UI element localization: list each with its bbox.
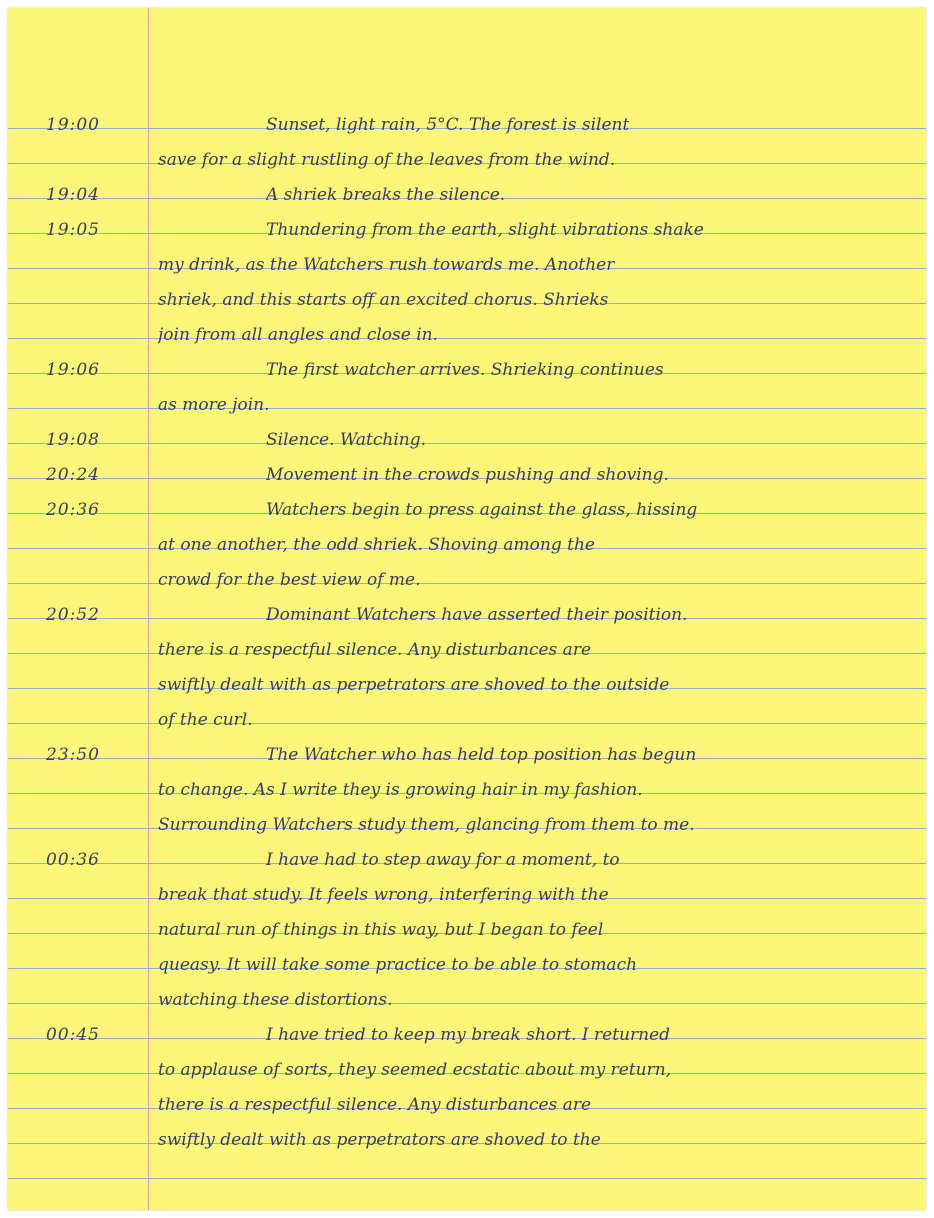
entry-text: natural run of things in this way, but I began to feel bbox=[158, 920, 604, 940]
entry-text: crowd for the best view of me. bbox=[158, 570, 421, 590]
journal-line bbox=[8, 248, 926, 283]
entry-text: of the curl. bbox=[158, 710, 253, 730]
entry-text: Surrounding Watchers study them, glancing from them to me. bbox=[158, 815, 695, 835]
entry-text: shriek, and this starts off an excited chorus. Shrieks bbox=[158, 290, 609, 310]
entry-text: I have tried to keep my break short. I returned bbox=[266, 1025, 671, 1045]
journal-line bbox=[8, 1018, 926, 1053]
journal-line bbox=[8, 948, 926, 983]
entry-text: Watchers begin to press against the glass, hissing bbox=[266, 500, 698, 520]
entry-time: 20:36 bbox=[46, 500, 100, 520]
journal-line bbox=[8, 388, 926, 423]
entry-time: 19:04 bbox=[46, 185, 100, 205]
entry-text: join from all angles and close in. bbox=[158, 325, 439, 345]
entry-text: The first watcher arrives. Shrieking continues bbox=[266, 360, 664, 380]
journal-line bbox=[8, 738, 926, 773]
entry-time: 00:45 bbox=[46, 1025, 100, 1045]
entry-text: swiftly dealt with as perpetrators are shoved to the outside bbox=[158, 675, 670, 695]
entry-text: my drink, as the Watchers rush towards me. Another bbox=[158, 255, 615, 275]
journal-line bbox=[8, 528, 926, 563]
journal-line bbox=[8, 633, 926, 668]
journal-line bbox=[8, 983, 926, 1018]
journal-line bbox=[8, 178, 926, 213]
journal-line bbox=[8, 213, 926, 248]
journal-line bbox=[8, 493, 926, 528]
entry-time: 19:00 bbox=[46, 115, 100, 135]
journal-line bbox=[8, 913, 926, 948]
entry-text: The Watcher who has held top position has begun bbox=[266, 745, 697, 765]
entry-text: A shriek breaks the silence. bbox=[266, 185, 506, 205]
entry-time: 20:52 bbox=[46, 605, 100, 625]
entry-time: 20:24 bbox=[46, 465, 100, 485]
entry-text: Thundering from the earth, slight vibrations shake bbox=[266, 220, 704, 240]
entry-text: Dominant Watchers have asserted their position. bbox=[266, 605, 688, 625]
journal-line bbox=[8, 563, 926, 598]
journal-line bbox=[8, 703, 926, 738]
entry-text: I have had to step away for a moment, to bbox=[266, 850, 620, 870]
journal-line bbox=[8, 1088, 926, 1123]
entry-text: save for a slight rustling of the leaves from the wind. bbox=[158, 150, 616, 170]
journal-line bbox=[8, 108, 926, 143]
entry-text: swiftly dealt with as perpetrators are shoved to the bbox=[158, 1130, 601, 1150]
entry-time: 23:50 bbox=[46, 745, 100, 765]
entry-text: at one another, the odd shriek. Shoving among the bbox=[158, 535, 595, 555]
journal-line bbox=[8, 773, 926, 808]
entry-text: there is a respectful silence. Any disturbances are bbox=[158, 640, 592, 660]
entry-time: 00:36 bbox=[46, 850, 100, 870]
journal-line bbox=[8, 423, 926, 458]
journal-line bbox=[8, 318, 926, 353]
header-band bbox=[8, 8, 926, 94]
entry-text: break that study. It feels wrong, interfering with the bbox=[158, 885, 609, 905]
entry-text: to change. As I write they is growing hair in my fashion. bbox=[158, 780, 643, 800]
journal-line bbox=[8, 668, 926, 703]
entry-text: Silence. Watching. bbox=[266, 430, 427, 450]
entry-time: 19:06 bbox=[46, 360, 100, 380]
journal-line bbox=[8, 458, 926, 493]
journal-line bbox=[8, 843, 926, 878]
entry-text: Sunset, light rain, 5°C. The forest is silent bbox=[266, 115, 630, 135]
journal-line bbox=[8, 283, 926, 318]
journal-line bbox=[8, 598, 926, 633]
entry-time: 19:05 bbox=[46, 220, 100, 240]
entry-text: Movement in the crowds pushing and shoving. bbox=[266, 465, 669, 485]
entry-text: queasy. It will take some practice to be able to stomach bbox=[158, 955, 638, 975]
entry-text: watching these distortions. bbox=[158, 990, 393, 1010]
journal-line bbox=[8, 1123, 926, 1158]
journal-line bbox=[8, 878, 926, 913]
entry-text: as more join. bbox=[158, 395, 270, 415]
legal-pad-page bbox=[8, 8, 926, 1210]
entry-time: 19:08 bbox=[46, 430, 100, 450]
journal-line bbox=[8, 1053, 926, 1088]
journal-line bbox=[8, 808, 926, 843]
journal-line bbox=[8, 353, 926, 388]
entry-text: to applause of sorts, they seemed ecstatic about my return, bbox=[158, 1060, 672, 1080]
journal-line bbox=[8, 143, 926, 178]
entry-text: there is a respectful silence. Any disturbances are bbox=[158, 1095, 592, 1115]
